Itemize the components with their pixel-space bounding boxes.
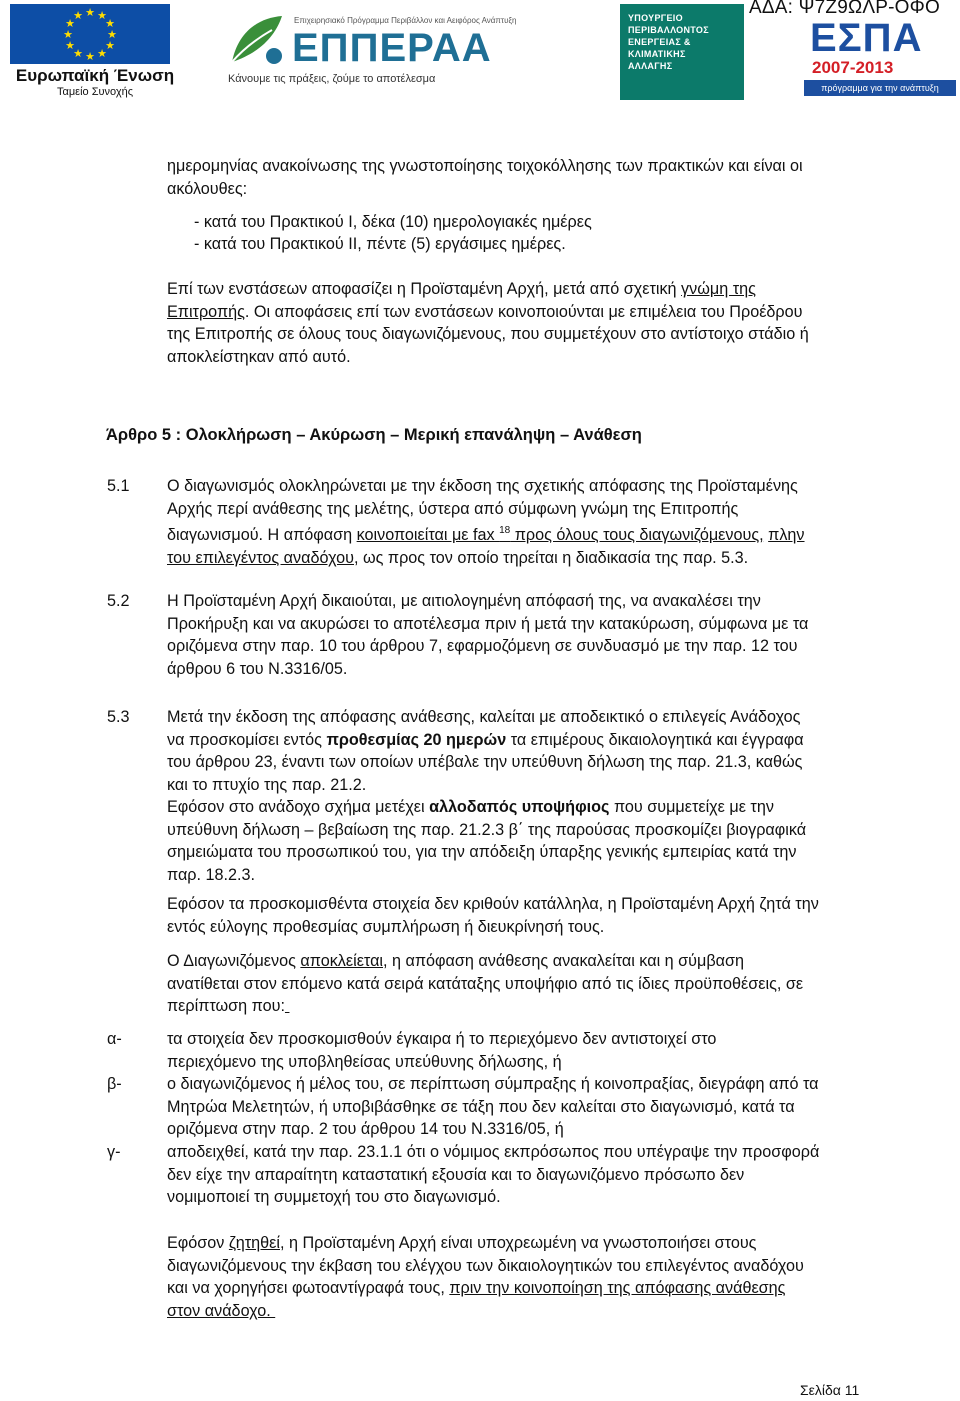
eu-logo: [6, 4, 176, 98]
epperaa-logo: [226, 4, 596, 100]
text-run: Εφόσον: [167, 1234, 229, 1252]
text-run: άρθρου 6 του Ν.3316/05.: [167, 659, 348, 678]
underlined-text: στον ανάδοχο.: [167, 1301, 276, 1320]
bold-text: αλλοδαπός υποψήφιος: [429, 798, 610, 816]
article-heading: Άρθρο 5 : Ολοκλήρωση – Ακύρωση – Μερική επανάληψη – Ανάθεση: [106, 426, 642, 444]
espa-logo: [800, 4, 958, 100]
text-run: αποκλείστηκαν από αυτό.: [167, 347, 351, 366]
text-run: . Οι αποφάσεις επί των ενστάσεων κοινοποιούνται με επιμέλεια του Προέδρου: [244, 302, 803, 321]
text-run: παρ. 18.2.3.: [167, 865, 256, 884]
section-number: 5.2: [107, 592, 130, 610]
eu-title: Ευρωπαϊκή Ένωση: [15, 66, 175, 85]
svg-text:★: ★: [97, 47, 107, 60]
text-run: να προσκομίσει εντός: [167, 730, 327, 749]
text-run: ανατίθεται στον επόμενο κατά σειρά κατάταξης υποψήφιο από τις ίδιες προϋποθέσεις, σε: [167, 974, 804, 993]
section-number: 5.1: [107, 477, 130, 495]
section-number: 5.3: [107, 708, 130, 726]
eu-flag-icon: [10, 4, 170, 64]
text-run: Ο διαγωνισμός ολοκληρώνεται με την έκδοση της σχετικής απόφασης της Προϊσταμένης: [167, 477, 798, 495]
svg-text:★: ★: [73, 47, 83, 60]
ada-code: ΑΔΑ: Ψ7Ζ9ΩΛΡ-ΟΦΟ: [748, 0, 940, 18]
objections-paragraph: [167, 278, 957, 368]
intro-line: ακόλουθες:: [167, 179, 248, 198]
underlined-text: πλην: [768, 526, 805, 544]
text-run: Αρχής περί ανάθεσης της μελέτης, ύστερα από σύμφωνη γνώμη της Επιτροπής: [167, 499, 739, 518]
text-run: Μητρώα Μελετητών, ή υποβιβάσθηκε σε τάξη που δεν καλείται στο διαγωνισμό, κατά τα: [167, 1097, 795, 1116]
svg-text:★: ★: [107, 28, 117, 41]
underlined-text: Επιτροπής: [167, 302, 245, 321]
text-run: και το πτυχίο της παρ. 21.2.: [167, 775, 367, 794]
case-item: [167, 1028, 957, 1073]
ministry-line: ΕΝΕΡΓΕΙΑΣ &: [628, 37, 691, 47]
footnote-ref: 18: [499, 525, 511, 536]
text-run: νομιμοποιεί τη συμμετοχή του στο διαγωνισμό.: [167, 1188, 501, 1206]
epperaa-program-name: Επιχειρησιακό Πρόγραμμα Περιβάλλον και Αειφόρος Ανάπτυξη: [294, 16, 517, 25]
case-label: β-: [107, 1075, 122, 1093]
text-run: υπεύθυνη δήλωση – βεβαίωση της παρ. 21.2.3 β΄ της παρούσας προσκομίζει βιογραφικά: [167, 820, 807, 839]
text-run: οριζόμενα στην παρ. 10 του άρθρου 7, εφαρμοζόμενη σε συνδυασμό με την παρ. 12 του: [167, 637, 798, 655]
text-run: σημειώματα του προσωπικού του, για την απόδειξη ύπαρξης γενικής εμπειρίας κατά την: [167, 843, 797, 861]
text-run: Η Προϊσταμένη Αρχή δικαιούται, με αιτιολογημένη απόφασή της, να ανακαλέσει την: [167, 592, 761, 610]
text-run: Εφόσον τα προσκομισθέντα στοιχεία δεν κριθούν κατάλληλα, η Προϊσταμένη Αρχή ζητά την: [167, 895, 819, 913]
epperaa-emblem-icon: [228, 12, 286, 68]
section-5-1: [167, 475, 957, 569]
section-5-3: [167, 706, 957, 886]
text-run: εντός εύλογης προθεσμίας συμπλήρωση ή διευκρίνησή τους.: [167, 917, 605, 936]
text-run: περίπτωση που:: [167, 997, 285, 1015]
text-run: που συμμετείχε με την: [609, 798, 774, 816]
text-run: ο διαγωνιζόμενος ή μέλος του, σε περίπτωση σύμπραξης ή κοινοπραξίας, διεγράφη από τα: [167, 1075, 819, 1093]
deadline-item: - κατά του Πρακτικού Ι, δέκα (10) ημερολογιακές ημέρες: [194, 213, 592, 231]
svg-text:★: ★: [85, 6, 95, 19]
text-run: προς όλους τους διαγωνιζόμενους,: [510, 526, 764, 544]
text-run: , ως προς τον οποίο τηρείται η διαδικασία της παρ. 5.3.: [354, 548, 749, 567]
svg-text:★: ★: [105, 39, 115, 52]
espa-wordmark: ΕΣΠΑ: [810, 16, 923, 60]
section-5-3-paragraph-3: [167, 950, 957, 1018]
case-item: [167, 1073, 957, 1141]
ministry-logo: [620, 4, 744, 100]
text-run: τα στοιχεία δεν προσκομισθούν έγκαιρα ή το περιεχόμενο δεν αντιστοιχεί στο: [167, 1030, 717, 1048]
intro-line: ημερομηνίας ανακοίνωσης της γνωστοποίησης τοιχοκόλλησης των πρακτικών και είναι οι: [167, 157, 803, 175]
closing-paragraph: [167, 1232, 957, 1322]
underlined-text: γνώμη της: [681, 280, 756, 298]
text-run: Μετά την έκδοση της απόφασης ανάθεσης, καλείται με αποδεικτικό ο επιλεγείς Ανάδοχος: [167, 708, 801, 726]
espa-tagline: πρόγραμμα για την ανάπτυξη: [804, 80, 956, 96]
deadline-item: - κατά του Πρακτικού ΙΙ, πέντε (5) εργάσιμες ημέρες.: [194, 235, 566, 253]
case-label: α-: [107, 1030, 122, 1048]
intro-paragraph: [167, 155, 957, 200]
svg-text:★: ★: [105, 17, 115, 30]
epperaa-tagline: Κάνουμε τις πράξεις, ζούμε το αποτέλεσμα: [228, 73, 436, 85]
eu-subtitle: Ταμείο Συνοχής: [56, 86, 134, 98]
page-number: Σελίδα 11: [800, 1382, 860, 1398]
text-run: Προκήρυξη και να ακυρώσει το αποτέλεσμα πριν ή μετά την κατακύρωση, σύμφωνα με τα: [167, 614, 809, 633]
ministry-line: ΑΛΛΑΓΗΣ: [628, 61, 673, 71]
case-item: [167, 1141, 957, 1209]
text-run: διαγωνιζόμενους την έκβαση του ελέγχου των δικαιολογητικών του επιλεγέντος αναδόχου: [167, 1256, 804, 1275]
text-run: της Επιτροπής σε όλους τους διαγωνιζόμενους, που συμμετέχουν στο αντίστοιχο στάδιο ή: [167, 325, 809, 343]
text-run: αποδειχθεί, κατά την παρ. 23.1.1 ότι ο νόμιμος εκπρόσωπος που υπέγραψε την προσφορά: [167, 1143, 820, 1161]
svg-text:★: ★: [65, 17, 75, 30]
text-run: και να χορηγήσει φωτοαντίγραφά τους,: [167, 1279, 450, 1297]
text-run: διαγωνισμού. Η απόφαση: [167, 526, 357, 544]
text-run: κοινοποιείται με fax: [356, 526, 500, 544]
ministry-line: ΚΛΙΜΑΤΙΚΗΣ: [628, 49, 686, 59]
underlined-text: ζητηθεί,: [228, 1234, 285, 1252]
svg-text:★: ★: [73, 9, 83, 22]
underlined-text: του επιλεγέντος αναδόχου: [167, 548, 354, 567]
case-label: γ-: [107, 1143, 121, 1161]
text-run: Εφόσον στο ανάδοχο σχήμα μετέχει: [167, 798, 430, 816]
svg-text:★: ★: [97, 9, 107, 22]
text-run: του άρθρου 23, έναντι των οποίων υπέβαλε την υπεύθυνη δήλωση της παρ. 21.3, καθώς: [167, 753, 803, 771]
ministry-name: [628, 12, 709, 72]
espa-years: 2007-2013: [812, 58, 894, 77]
text-run: Ο Διαγωνιζόμενος: [167, 952, 301, 970]
text-run: δεν είχε την απαραίτητη καταστατική εξουσία και το διαγωνιζόμενο πρόσωπο δεν: [167, 1165, 745, 1184]
text-run: τα επιμέρους δικαιολογητικά και έγγραφα: [506, 730, 804, 749]
text-run: Επί των ενστάσεων αποφασίζει η Προϊσταμένη Αρχή, μετά από σχετική: [167, 280, 682, 298]
text-run: , η απόφαση ανάθεσης ανακαλείται και η σύμβαση: [383, 952, 744, 970]
svg-text:★: ★: [63, 28, 73, 41]
text-run: οριζόμενα στην παρ. 2 του άρθρου 14 του Ν.3316/05, ή: [167, 1120, 564, 1138]
underlined-text: [357, 526, 764, 544]
underlined-text: αποκλείεται: [300, 952, 384, 970]
text-run: περιεχόμενο της υποβληθείσας υπεύθυνης δήλωσης, ή: [167, 1052, 562, 1071]
svg-text:★: ★: [85, 50, 95, 63]
epperaa-wordmark: ΕΠΠΕΡΑΑ: [292, 26, 492, 70]
section-5-3-paragraph-2: [167, 893, 957, 938]
svg-text:★: ★: [65, 39, 75, 52]
ministry-line: ΥΠΟΥΡΓΕΙΟ: [628, 13, 683, 23]
underline-mark: [285, 997, 290, 1015]
section-5-2: [167, 590, 957, 680]
underlined-text: πριν την κοινοποίηση της απόφασης ανάθεσης: [449, 1279, 786, 1297]
bold-text: προθεσμίας 20 ημερών: [326, 730, 507, 749]
ministry-line: ΠΕΡΙΒΑΛΛΟΝΤΟΣ: [628, 25, 709, 35]
text-run: η Προϊσταμένη Αρχή είναι υποχρεωμένη να γνωστοποιήσει στους: [284, 1234, 757, 1252]
